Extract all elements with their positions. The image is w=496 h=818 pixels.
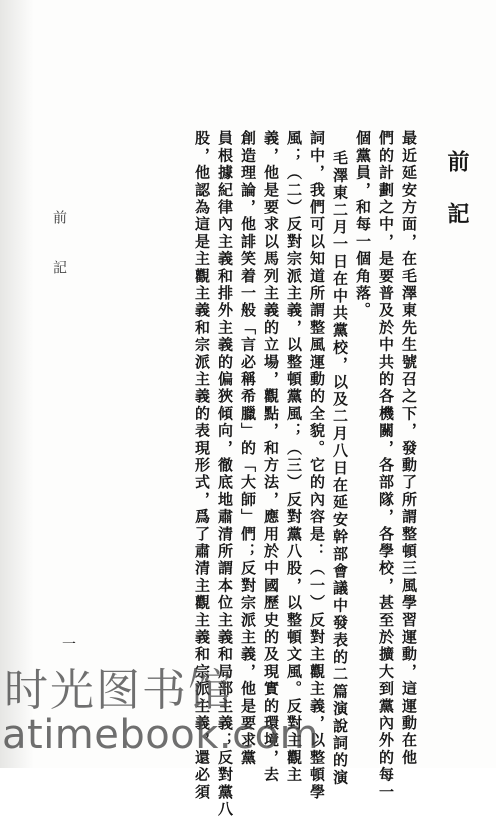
body-column-6: 風；（二）反對宗派主義，以整頓黨風；（三）反對黨八股，以整頓文風。反對主觀主 <box>285 130 303 784</box>
body-column-9: 員根據紀律內主義和排外主義的偏狹傾向，徹底地肅清所謂本位主義和局部主義；反對黨八 <box>216 130 234 818</box>
running-title: 前記 <box>51 210 67 310</box>
binding-shadow <box>0 0 34 768</box>
body-column-3: 個黨員，和每一個角落。 <box>354 130 372 320</box>
body-column-2: 們的計劃之中，是要普及於中共的各機關，各部隊，各學校，甚至於擴大到黨內外的每一 <box>377 130 395 801</box>
page-number: 一 <box>62 637 76 653</box>
watermark-en: atimebook.com <box>2 712 320 758</box>
body-column-1: 最近延安方面，在毛澤東先生號召之下，發動了所謂整頓三風學習運動，這運動在他 <box>400 130 418 767</box>
body-column-10: 股，他認為這是主觀主義和宗派主義的表現形式，爲了肅清主觀主義和宗派主義，還必須 <box>193 130 211 801</box>
body-column-4: 毛澤東二月一日在中共黨校，以及二月八日在延安幹部會議中發表的二篇演說詞的演 <box>331 150 349 787</box>
watermark-cn: 时光图书馆 <box>4 665 234 716</box>
body-column-8: 創造理論，他誹笑着一般「言必稱希臘」的「大師」們；反對宗派主義，他是要求黨 <box>239 130 257 767</box>
page-title: 前記 <box>444 150 470 254</box>
body-column-5: 詞中，我們可以知道所謂整風運動的全貌。它的內容是：（一）反對主觀主義，以整頓學 <box>308 130 326 801</box>
body-column-7: 義，他是要求以馬列主義的立場，觀點，和方法，應用於中國歷史的及現實的環境，去 <box>262 130 280 784</box>
